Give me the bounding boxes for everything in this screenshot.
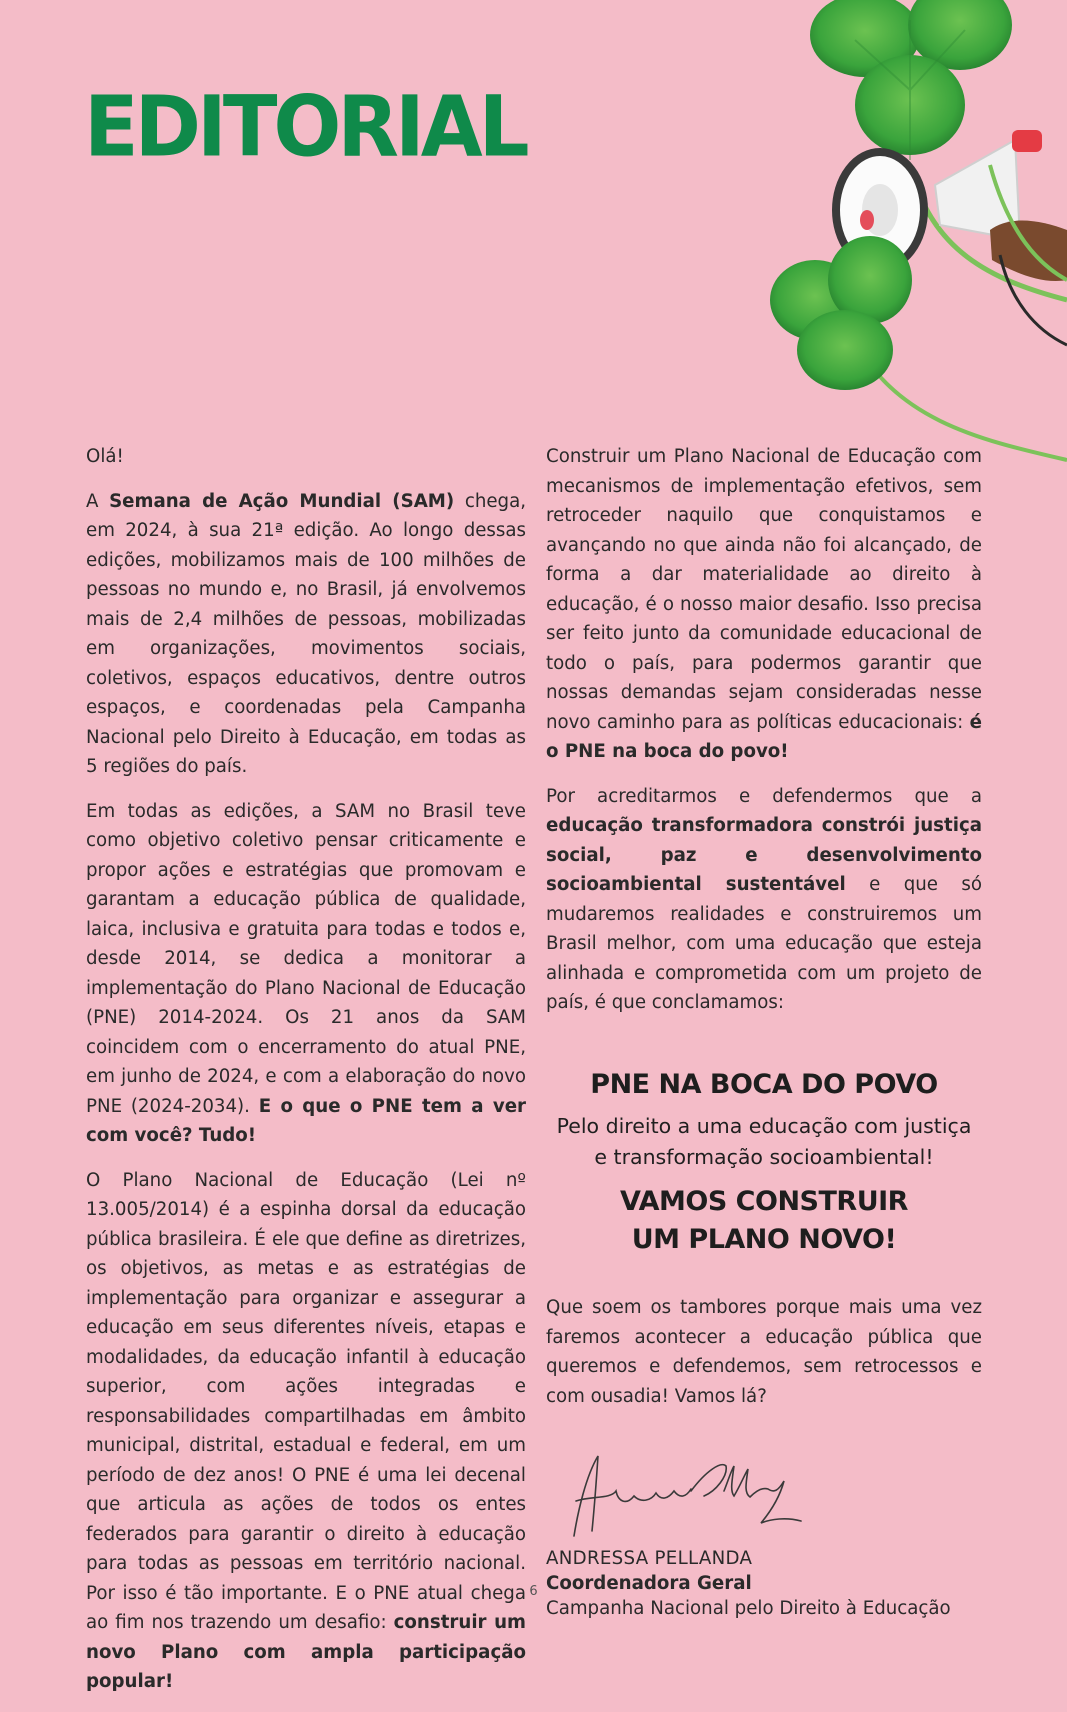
signer-role: Coordenadora Geral [546, 1573, 752, 1594]
paragraph: Por acreditarmos e defendermos que a educação transformadora constrói justiça social, paz e desenvolvimento socioambiental sustentável e que só mudaremos realidades e construiremos um Brasil melhor, com uma educação que esteja alinhada e comprometida com um projeto de país, é que conclamamos: [546, 785, 982, 1013]
handwritten-signature [556, 1451, 806, 1546]
greeting: Olá! [86, 446, 124, 467]
paragraph: Em todas as edições, a SAM no Brasil teve como objetivo coletivo pensar criticamente e propor ações e estratégias que promovam e garantam a educação pública de qualidade, laica, inclusiva e gratuita para todas e todos e, desde 2014, se dedica a monitorar a implementação do Plano Nacional de Educação (PNE) 2014-2024. Os 21 anos da SAM coincidem com o encerramento do atual PNE, em junho de 2024, e com a elaboração do novo PNE (2024-2034). E o que o PNE tem a ver com você? Tudo! [86, 800, 526, 1146]
slogan-cta: VAMOS CONSTRUIR UM PLANO NOVO! [620, 1186, 908, 1255]
slogan-line: Pelo direito a uma educação com justiça [556, 1114, 972, 1138]
paragraph: O Plano Nacional de Educação (Lei nº 13.005/2014) é a espinha dorsal da educação pública brasileira. É ele que define as diretrizes, os objetivos, as metas e as estratégias de implementação para organizar e assegurar a educação em seus diferentes níveis, etapas e modalidades, da educação infantil à educação superior, com ações integradas e responsabilidades compartilhadas em âmbito municipal, distrital, estadual e federal, em um período de dez anos! O PNE é uma lei decenal que articula as ações de todos os entes federados para garantir o direito à educação para todas as pessoas em território nacional. Por isso é tão importante. E o PNE atual chega ao fim nos trazendo um desafio: construir um novo Plano com ampla participação popular! [86, 1169, 526, 1692]
page-title: EDITORIAL [84, 78, 526, 176]
page-number: 6 [529, 1584, 538, 1599]
paragraph: Que soem os tambores porque mais uma vez faremos acontecer a educação pública que queremos e defendemos, sem retrocessos e com ousadia! Vamos lá? [546, 1297, 982, 1407]
right-column [546, 442, 982, 1621]
left-column [86, 442, 526, 1712]
paragraph: A Semana de Ação Mundial (SAM) chega, em 2024, à sua 21ª edição. Ao longo dessas edições, mobilizamos mais de 100 milhões de pessoas no mundo e, no Brasil, já envolvemos mais de 2,4 milhões de pessoas, mobilizadas em organizações, movimentos sociais, coletivos, espaços educativos, dentre outros espaços, e coordenadas pela Campanha Nacional pelo Direito à Educação, em todas as 5 regiões do país. [86, 490, 527, 777]
slogan-line: e transformação socioambiental! [594, 1145, 934, 1169]
slogan-title: PNE NA BOCA DO POVO [590, 1068, 938, 1100]
clover-megaphone-illustration [760, 0, 1067, 470]
signer-name: ANDRESSA PELLANDA [546, 1548, 753, 1569]
paragraph: Construir um Plano Nacional de Educação com mecanismos de implementação efetivos, sem retroceder naquilo que conquistamos e avançando no que ainda não foi alcançado, de forma a dar materialidade ao direito à educação, é o nosso maior desafio. Isso precisa ser feito junto da comunidade educacional de todo o país, para podermos garantir que nossas demandas sejam consideradas nesse novo caminho para as políticas educacionais: é o PNE na boca do povo! [546, 446, 982, 762]
signer-org: Campanha Nacional pelo Direito à Educação [546, 1598, 951, 1619]
slogan-block [546, 1070, 982, 1260]
